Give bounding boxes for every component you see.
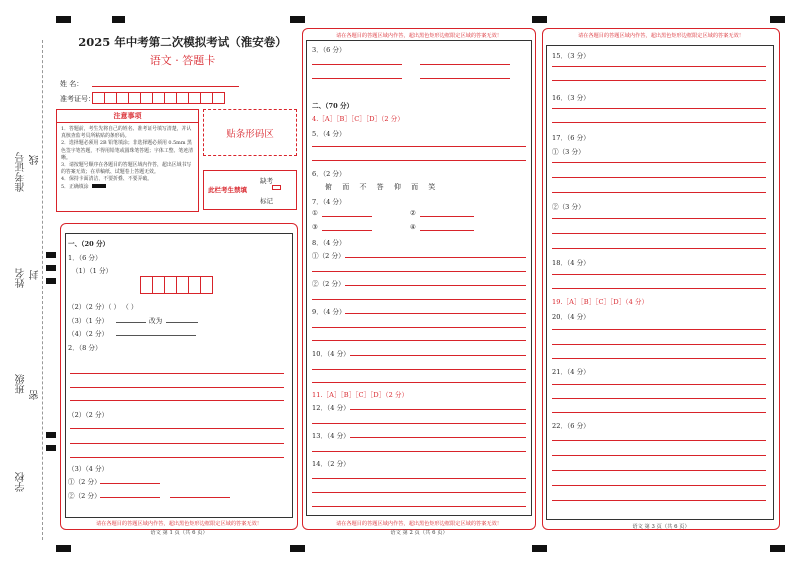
answer-line[interactable] <box>552 398 766 399</box>
section-1-title: 一、（20 分） <box>68 240 110 248</box>
answer-line[interactable] <box>322 216 372 217</box>
answer-line[interactable] <box>552 192 766 193</box>
answer-line[interactable] <box>552 80 766 81</box>
binding-line <box>42 40 43 540</box>
locator-mark <box>112 16 125 23</box>
q7-item-2: ② <box>410 209 416 217</box>
answer-line[interactable] <box>312 451 526 452</box>
answer-line[interactable] <box>552 122 766 123</box>
question-2-3-2: ②（2 分） <box>68 492 101 500</box>
sidebar-mi: 密 <box>30 390 41 400</box>
answer-line[interactable] <box>552 329 766 330</box>
answer-line[interactable] <box>552 440 766 441</box>
answer-line[interactable] <box>420 64 510 65</box>
page-footer: 语文 第 1 页（共 6 页） <box>150 530 208 536</box>
barcode-area <box>203 109 297 156</box>
q7-item-1: ① <box>312 209 318 217</box>
question-1-1: （1）（1 分） <box>72 267 113 275</box>
character-grid[interactable] <box>140 276 212 294</box>
answer-line[interactable] <box>552 162 766 163</box>
sidebar-xian: 线 <box>30 155 41 165</box>
answer-line[interactable] <box>312 271 526 272</box>
q7-item-4: ④ <box>410 223 416 231</box>
sidebar-feng: 封 <box>30 270 41 280</box>
answer-line[interactable] <box>350 437 526 438</box>
answer-line[interactable] <box>552 108 766 109</box>
answer-line[interactable] <box>166 322 198 323</box>
page-title: 2025 年中考第二次模拟考试（淮安卷） <box>78 35 287 49</box>
notice-item: 1．答题前，考生先将自己的姓名、准考证号填写清楚，并认真核查监考员所粘贴的条形码。 <box>61 126 192 140</box>
question-17: 17．（6 分） <box>552 134 590 142</box>
absent-line1: 缺考 <box>260 177 273 185</box>
section-2-title: 二、（70 分） <box>312 102 354 110</box>
answer-line[interactable] <box>552 248 766 249</box>
locator-mark <box>290 16 305 23</box>
answer-line[interactable] <box>312 478 526 479</box>
answer-line[interactable] <box>552 177 766 178</box>
name-field[interactable] <box>92 86 239 87</box>
question-22: 22．（6 分） <box>552 422 590 430</box>
absent-box <box>203 170 297 210</box>
question-6: 6．（2 分） <box>312 170 346 178</box>
question-1-3: （3）（1 分） <box>68 317 109 325</box>
filled-bubble-icon <box>92 184 106 188</box>
answer-line[interactable] <box>552 485 766 486</box>
barcode-label: 贴条形码区 <box>226 128 274 140</box>
sidebar-id-label: 准考证号 <box>16 152 27 192</box>
locator-mark <box>532 16 547 23</box>
question-4-options[interactable]: 4.［A］［B］［C］［D］（2 分） <box>312 115 404 123</box>
question-17-1: ①（3 分） <box>552 148 585 156</box>
answer-line[interactable] <box>70 400 284 401</box>
answer-line[interactable] <box>312 340 526 341</box>
answer-line[interactable] <box>345 313 526 314</box>
sidebar-name-label: 姓名 <box>16 268 27 288</box>
question-3: 3．（6 分） <box>312 46 346 54</box>
answer-line[interactable] <box>312 506 526 507</box>
locator-mark <box>46 445 56 451</box>
answer-line[interactable] <box>312 146 526 147</box>
notice-item: 2．选择题必须用 2B 铅笔填涂；非选择题必须用 0.5mm 黑色签字笔答题，不得用铅笔或圆珠笔答题；字体工整、笔迹清晰。 <box>61 140 194 161</box>
answer-line[interactable] <box>116 335 196 336</box>
answer-line[interactable] <box>552 470 766 471</box>
question-1-3-mid: 改为 <box>149 317 163 325</box>
question-8-1: ①（2 分） <box>312 252 345 260</box>
answer-line[interactable] <box>552 384 766 385</box>
answer-line[interactable] <box>312 299 526 300</box>
answer-warning: 请在各题目的答题区域内作答，超出黑色矩形边框限定区域的答案无效！ <box>95 521 262 527</box>
answer-line[interactable] <box>116 322 146 323</box>
question-18: 18．（4 分） <box>552 259 590 267</box>
locator-mark <box>56 545 71 552</box>
answer-line[interactable] <box>312 160 526 161</box>
answer-line[interactable] <box>312 78 402 79</box>
question-15: 15．（3 分） <box>552 52 590 60</box>
answer-line[interactable] <box>552 288 766 289</box>
answer-line[interactable] <box>100 497 160 498</box>
locator-mark <box>770 545 785 552</box>
notice-item-fill-example <box>61 184 194 191</box>
answer-line[interactable] <box>70 387 284 388</box>
answer-line[interactable] <box>70 457 284 458</box>
answer-line[interactable] <box>312 423 526 424</box>
answer-line[interactable] <box>552 500 766 501</box>
answer-line[interactable] <box>552 218 766 219</box>
answer-line[interactable] <box>312 492 526 493</box>
answer-line[interactable] <box>170 497 230 498</box>
question-1-2: （2）（2 分）（ ） （ ） <box>68 303 138 311</box>
answer-line[interactable] <box>70 443 284 444</box>
question-12: 12．（4 分） <box>312 404 350 412</box>
answer-line[interactable] <box>552 358 766 359</box>
answer-line[interactable] <box>552 412 766 413</box>
question-8-2: ②（2 分） <box>312 280 345 288</box>
locator-mark <box>56 16 71 23</box>
question-20: 20．（4 分） <box>552 313 590 321</box>
answer-line[interactable] <box>350 355 526 356</box>
question-9: 9．（4 分） <box>312 308 346 316</box>
question-2-3-1: ①（2 分） <box>68 478 101 486</box>
page-footer: 语文 第 3 页（共 6 页） <box>632 524 690 530</box>
notice-box <box>56 109 199 212</box>
answer-line[interactable] <box>322 230 372 231</box>
notice-item: 5．正确填涂 <box>61 183 89 190</box>
absent-line2: 标记 <box>260 197 273 205</box>
answer-line[interactable] <box>552 455 766 456</box>
answer-area-3 <box>546 45 774 520</box>
answer-line[interactable] <box>100 483 160 484</box>
answer-warning: 请在各题目的答题区域内作答，超出黑色矩形边框限定区域的答案无效！ <box>335 521 502 527</box>
sidebar-school-label: 学校 <box>16 472 27 492</box>
notice-item: 3．请按题号顺序在各题目的答题区域内作答，超出区域书写的答案无效；在草稿纸、试题卷上答题无效。 <box>61 162 192 176</box>
question-14: 14．（2 分） <box>312 460 350 468</box>
answer-line[interactable] <box>552 344 766 345</box>
answer-line[interactable] <box>350 409 526 410</box>
question-1: 1．（6 分） <box>68 254 102 262</box>
question-8: 8．（4 分） <box>312 239 346 247</box>
id-number-cells[interactable] <box>92 92 224 104</box>
question-7: 7．（4 分） <box>312 198 346 206</box>
answer-line[interactable] <box>312 64 402 65</box>
answer-line[interactable] <box>420 230 474 231</box>
answer-line[interactable] <box>345 285 526 286</box>
question-2-2: （2）（2 分） <box>68 411 109 419</box>
locator-mark <box>770 16 785 23</box>
answer-line[interactable] <box>552 233 766 234</box>
answer-line[interactable] <box>70 373 284 374</box>
question-5: 5．（4 分） <box>312 130 346 138</box>
answer-line[interactable] <box>312 369 526 370</box>
question-10: 10．（4 分） <box>312 350 350 358</box>
locator-mark <box>46 252 56 258</box>
question-19-options[interactable]: 19.［A］［B］［C］［D］（4 分） <box>552 298 649 306</box>
answer-line[interactable] <box>552 274 766 275</box>
locator-mark <box>290 545 305 552</box>
answer-line[interactable] <box>345 257 526 258</box>
question-17-2: ②（3 分） <box>552 203 585 211</box>
answer-line[interactable] <box>552 66 766 67</box>
question-16: 16．（3 分） <box>552 94 590 102</box>
question-11-options[interactable]: 11.［A］［B］［C］［D］（2 分） <box>312 391 409 399</box>
notice-item: 4．保持卡面清洁，不要折叠、不要弄破。 <box>61 176 153 183</box>
id-label: 准考证号： <box>60 95 95 103</box>
locator-mark <box>46 278 56 284</box>
notice-title: 注意事项 <box>57 110 198 123</box>
question-13: 13．（4 分） <box>312 432 350 440</box>
answer-line[interactable] <box>420 78 510 79</box>
answer-line[interactable] <box>312 382 526 383</box>
question-2-3: （3）（4 分） <box>68 465 109 473</box>
question-6-characters: 俯 而 不 答 仰 而 笑 <box>325 183 440 191</box>
answer-line[interactable] <box>312 327 526 328</box>
page-footer: 语文 第 2 页（共 6 页） <box>390 530 448 536</box>
sidebar-class-label: 班级 <box>16 374 27 394</box>
page-subtitle: 语文 · 答题卡 <box>149 54 216 67</box>
answer-warning: 请在各题目的答题区域内作答，超出黑色矩形边框限定区域的答案无效！ <box>577 33 744 39</box>
answer-warning: 请在各题目的答题区域内作答，超出黑色矩形边框限定区域的答案无效！ <box>335 33 502 39</box>
locator-mark <box>46 432 56 438</box>
answer-line[interactable] <box>420 216 474 217</box>
question-2: 2．（8 分） <box>68 344 102 352</box>
name-label: 姓 名： <box>60 80 84 88</box>
q7-item-3: ③ <box>312 223 318 231</box>
question-21: 21．（4 分） <box>552 368 590 376</box>
answer-line[interactable] <box>70 428 284 429</box>
locator-mark <box>532 545 547 552</box>
absent-mark-box[interactable] <box>272 185 281 190</box>
absent-forbidden-label: 此栏考生禁填 <box>208 186 247 194</box>
question-1-4: （4）（2 分） <box>68 330 109 338</box>
locator-mark <box>46 265 56 271</box>
